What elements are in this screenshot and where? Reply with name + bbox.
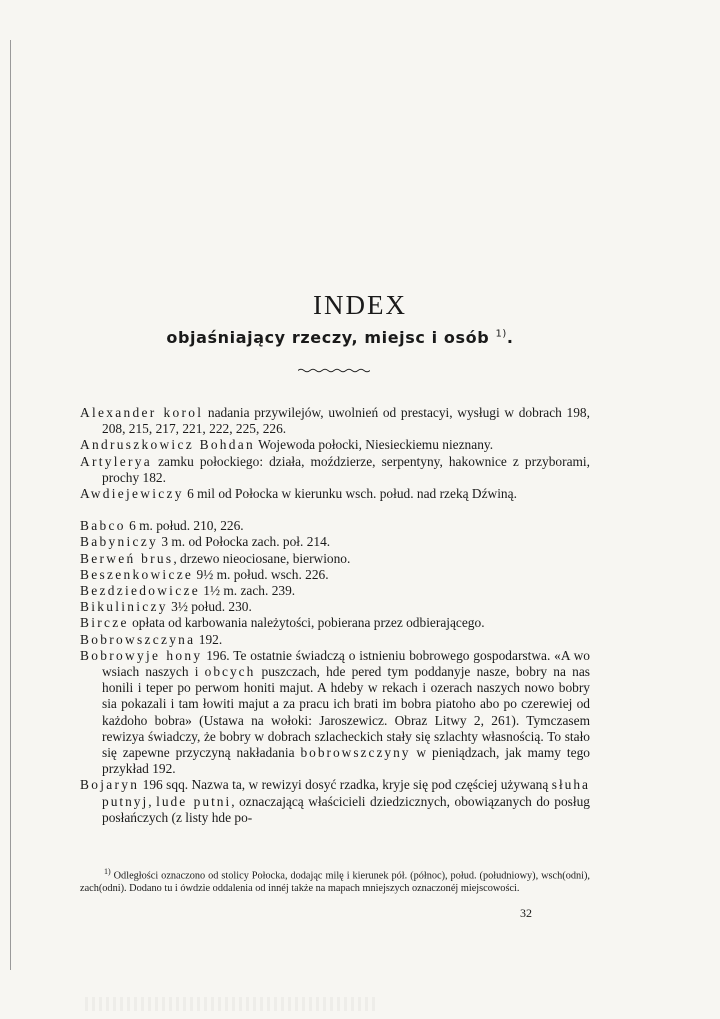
- footnote-mark: 1): [104, 867, 111, 876]
- index-entry: [80, 615, 590, 631]
- decorative-rule: [298, 368, 370, 373]
- index-entry: [80, 599, 590, 615]
- index-entry: [80, 454, 590, 486]
- entry-text: zamku połockiego: działa, moździerze, serpentyny, hakownice z przyborami, prochy 182.: [102, 453, 590, 485]
- index-entry: [80, 534, 590, 550]
- index-entry: [80, 518, 590, 534]
- entry-spaced-term: obcych: [204, 664, 256, 680]
- entry-text: ,: [148, 793, 157, 809]
- subtitle-text: objaśniający rzeczy, miejsc i osób: [166, 328, 490, 347]
- entry-headword: Bikuliniczy: [80, 599, 168, 615]
- entry-headword: Awdiejewiczy: [80, 486, 184, 502]
- entry-text: 6 mil od Połocka w kierunku wsch. połud. nad rzeką Dźwiną.: [183, 486, 517, 502]
- entry-text: 3 m. od Połocka zach. poł. 214.: [157, 534, 331, 550]
- entry-text: opłata od karbowania należytości, pobierana przez odbierającego.: [128, 615, 485, 631]
- entry-headword: Berweń brus: [80, 550, 174, 566]
- entry-text: 3½ połud. 230.: [167, 599, 252, 615]
- index-entry: [80, 551, 590, 567]
- entry-headword: Bircze: [80, 615, 129, 631]
- entry-headword: Babyniczy: [80, 534, 158, 550]
- entry-text: 196. Te ostatnie świadczą o istnieniu bobrowego gospodarstwa. «A wo wsiach naszych i: [102, 647, 590, 680]
- entry-text: w pieniądzach, jak mamy tego przykład 192.: [102, 745, 590, 777]
- entry-text: puszczach, hde pered tym poddanyje nasze, bobry na nas honili i teper po perwom honiti majut. A hdeby w rekach i ozerach naszych nowo bobry sia pokazali i tam łowiti majut a za pracu ich brati im bobra piatoho abo po czerewiej od każdoho bobra» (Ustawa na wołoki: Jaroszewicz. Obraz Litwy 2, 261). Tymczasem rewizya świadczy, że bobry w dobrach szlacheckich stały się szlachty własnością. To stało się zapewne przyczyną nakładania: [102, 664, 590, 761]
- entry-spaced-term: słuha putnyj: [102, 777, 590, 809]
- entry-text: , oznaczającą właścicieli dziedzicznych, obowiązanych do posług posłańczych (z listy hde po-: [102, 793, 590, 825]
- entry-headword: Babco: [80, 518, 126, 534]
- index-entry: [80, 437, 590, 453]
- entry-headword: Beszenkowicze: [80, 566, 194, 582]
- index-entry: [80, 405, 590, 437]
- entry-headword: Alexander korol: [80, 405, 204, 420]
- entry-text: nadania przywilejów, uwolnień od prestacyi, wysługi w dobrach 198, 208, 215, 217, 221, 222, 225, 226.: [102, 405, 590, 437]
- entry-text: 9½ m. połud. wsch. 226.: [193, 566, 329, 582]
- footnote: [80, 866, 590, 895]
- entry-headword: Bezdziedowicze: [80, 583, 200, 599]
- scan-bleed-through: [85, 997, 375, 1011]
- index-title: INDEX: [313, 290, 407, 320]
- entry-text: Wojewoda połocki, Niesieckiemu nieznany.: [255, 437, 494, 453]
- entry-headword: Bojaryn: [80, 777, 140, 793]
- entry-text: , drzewo nieociosane, bierwiono.: [173, 550, 351, 566]
- index-entries: [80, 405, 590, 826]
- entry-headword: Andruszkowicz Bohdan: [80, 437, 256, 453]
- page-number: 32: [520, 906, 532, 920]
- index-entry: [80, 486, 590, 502]
- scan-binding-edge: [10, 40, 11, 970]
- index-entry: [80, 632, 590, 648]
- index-entry: [80, 648, 590, 778]
- entry-spaced-term: bobrowszczyny: [300, 745, 411, 761]
- index-entry: [80, 777, 590, 826]
- entry-headword: Bobrowyje hony: [80, 647, 203, 663]
- entry-headword: Artylerya: [80, 453, 153, 469]
- entry-text: 6 m. połud. 210, 226.: [125, 518, 244, 534]
- entry-spaced-term: lude putni: [156, 793, 232, 809]
- subtitle-footnote-mark: 1): [495, 328, 507, 340]
- index-subtitle: objaśniający rzeczy, miejsc i osób $^{1)}$.: [166, 328, 514, 347]
- entry-headword: Bobrowszczyna: [80, 631, 196, 647]
- index-entry: [80, 583, 590, 599]
- footnote-text: Odległości oznaczono od stolicy Połocka, dodając milę i kierunek pół. (północ), połud. (południowy), wsch(odni), zach(odni). Dodano tu i ówdzie oddalenia od innéj także na mapach mniejszych oznaczonéj miejscowości.: [80, 870, 590, 894]
- index-entry: [80, 567, 590, 583]
- entry-text: 192.: [195, 631, 223, 647]
- entry-text: 1½ m. zach. 239.: [199, 583, 296, 599]
- entry-text: 196 sqq. Nazwa ta, w rewizyi dosyć rzadka, kryje się pod częściej używaną: [139, 777, 552, 793]
